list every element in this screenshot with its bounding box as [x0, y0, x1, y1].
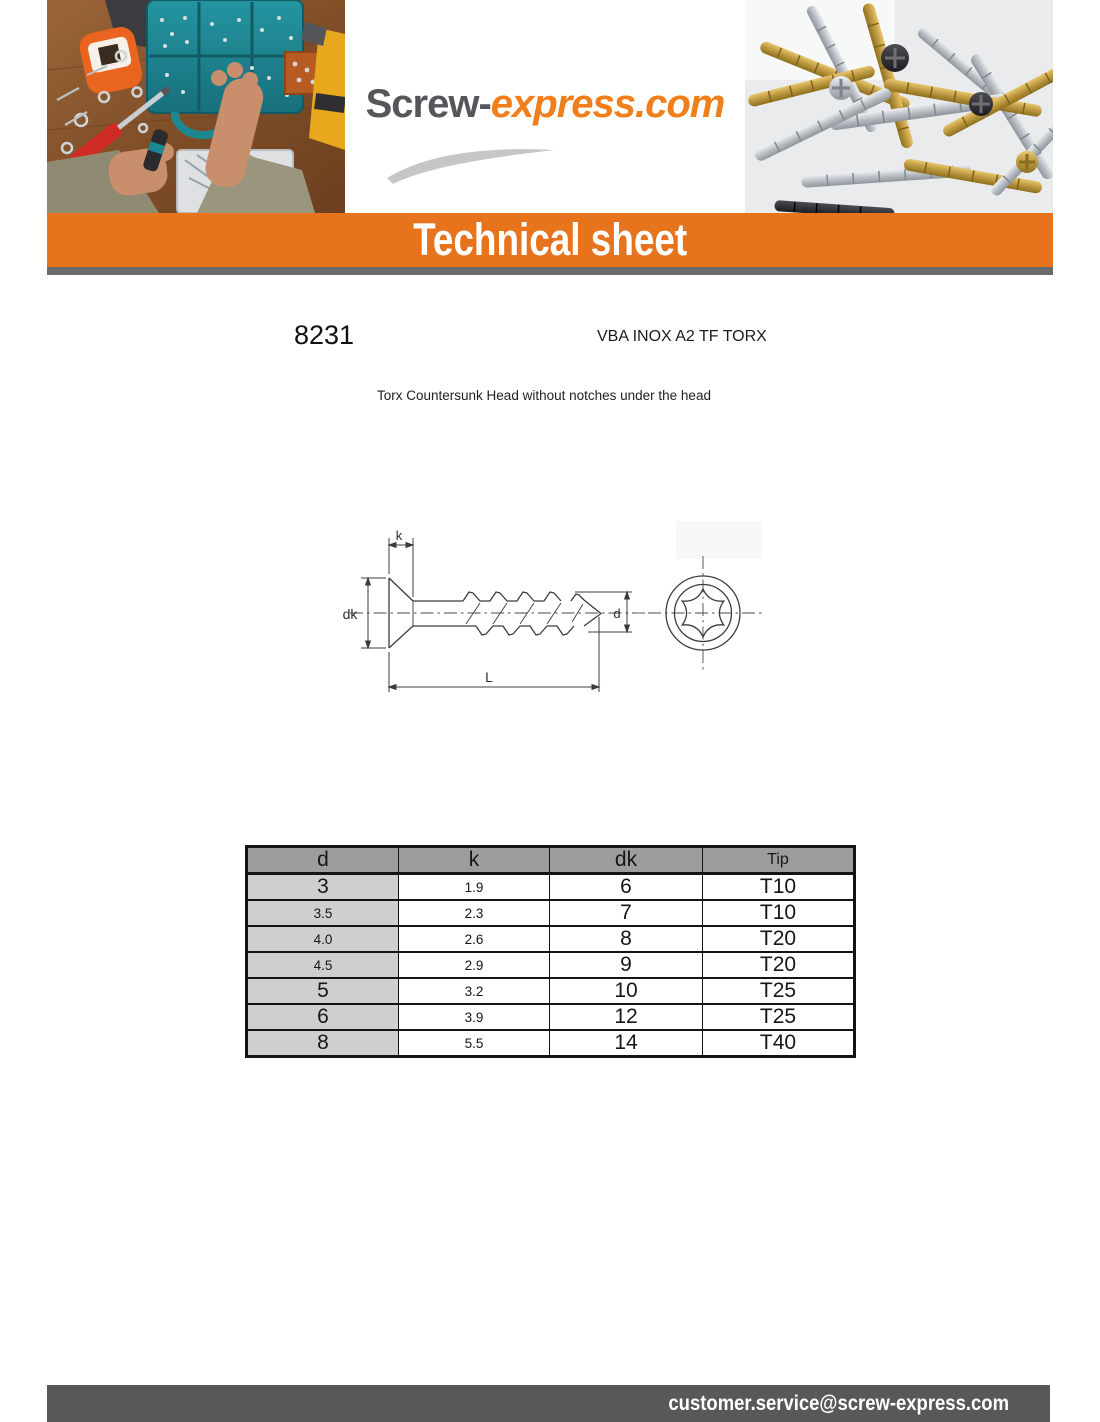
dim-label-L: L — [485, 669, 493, 685]
table-cell: 4.5 — [247, 952, 399, 978]
table-cell: T20 — [703, 926, 855, 952]
dim-label-k: k — [395, 528, 403, 543]
table-cell: T25 — [703, 978, 855, 1004]
logo-swoosh-icon — [383, 138, 563, 186]
table-cell: T10 — [703, 900, 855, 926]
table-cell: 1.9 — [399, 874, 550, 901]
product-subtitle: Torx Countersunk Head without notches under the head — [377, 388, 711, 403]
table-cell: 3.9 — [399, 1004, 550, 1030]
table-row — [247, 1004, 855, 1030]
dim-label-d: d — [613, 606, 621, 621]
column-header: d — [247, 847, 399, 874]
table-cell: 5 — [247, 978, 399, 1004]
screw-technical-drawing — [335, 510, 815, 715]
table-cell: 9 — [550, 952, 703, 978]
footer-email: customer.service@screw-express.com — [668, 1391, 1009, 1415]
table-cell: 10 — [550, 978, 703, 1004]
footer-bar — [47, 1385, 1050, 1422]
table-header-row — [247, 847, 855, 874]
product-code: 8231 — [294, 320, 355, 350]
table-cell: 6 — [247, 1004, 399, 1030]
table-cell: 5.5 — [399, 1030, 550, 1057]
column-header: Tip — [703, 847, 855, 874]
table-row — [247, 874, 855, 901]
table-cell: 3 — [247, 874, 399, 901]
screws-pile-photo — [745, 0, 1053, 213]
logo-text — [345, 82, 745, 127]
table-cell: 2.9 — [399, 952, 550, 978]
table-cell: 2.3 — [399, 900, 550, 926]
table-cell: 12 — [550, 1004, 703, 1030]
table-cell: 8 — [247, 1030, 399, 1057]
table-cell: 7 — [550, 900, 703, 926]
product-title: VBA INOX A2 TF TORX — [597, 328, 767, 345]
logo-suffix: express.com — [490, 82, 725, 126]
table-row — [247, 1030, 855, 1057]
table-cell: 3.5 — [247, 900, 399, 926]
table-row — [247, 926, 855, 952]
banner-rule — [47, 267, 1053, 275]
table-cell: T25 — [703, 1004, 855, 1030]
table-cell: 14 — [550, 1030, 703, 1057]
table-cell: T10 — [703, 874, 855, 901]
column-header: k — [399, 847, 550, 874]
logo-prefix: Screw- — [365, 82, 491, 126]
spec-table — [245, 845, 856, 1058]
table-cell: 4.0 — [247, 926, 399, 952]
table-row — [247, 978, 855, 1004]
watermark-box — [676, 521, 762, 559]
table-cell: T20 — [703, 952, 855, 978]
logo — [345, 0, 745, 213]
table-cell: 6 — [550, 874, 703, 901]
table-cell: 8 — [550, 926, 703, 952]
table-row — [247, 900, 855, 926]
table-cell: T40 — [703, 1030, 855, 1057]
technical-sheet-banner — [47, 213, 1053, 267]
banner-title: Technical sheet — [412, 214, 688, 265]
table-row — [247, 952, 855, 978]
table-cell: 2.6 — [399, 926, 550, 952]
table-cell: 3.2 — [399, 978, 550, 1004]
dim-label-dk: dk — [342, 606, 358, 622]
column-header: dk — [550, 847, 703, 874]
workbench-photo — [47, 0, 345, 213]
